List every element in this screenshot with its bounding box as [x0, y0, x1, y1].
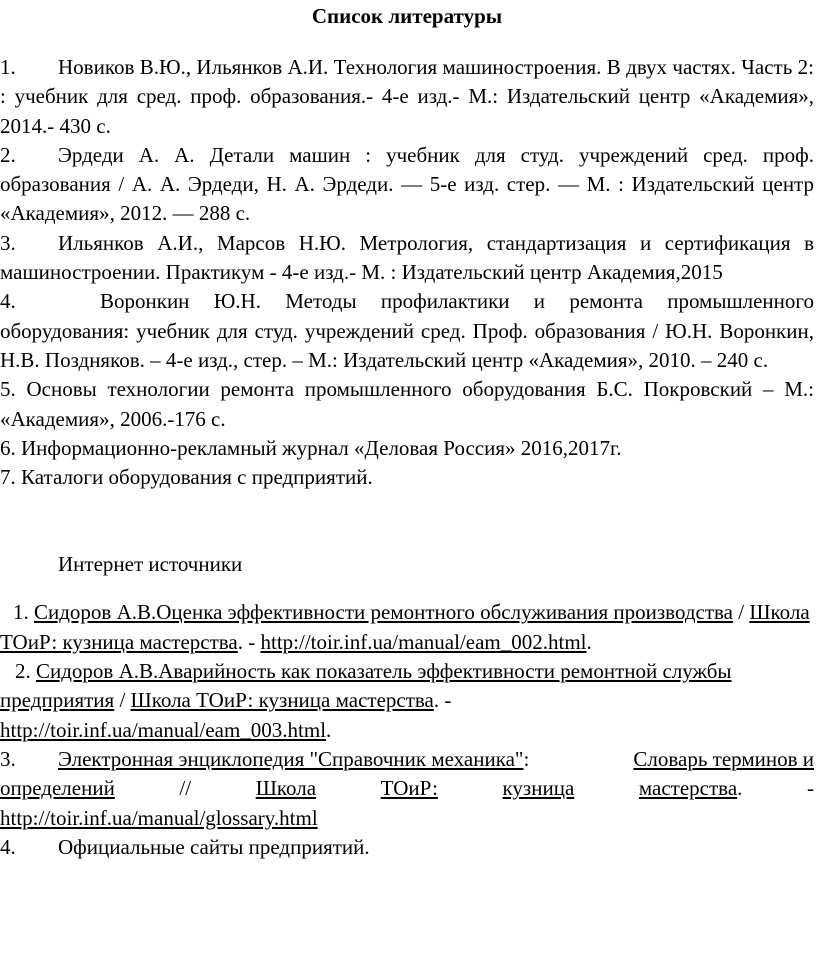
internet-link-school-word-1[interactable]: Школа — [255, 776, 317, 801]
internet-link-school-word-4[interactable]: мастерства — [638, 776, 738, 801]
internet-number: 1. — [13, 600, 29, 625]
separator: - — [807, 776, 814, 801]
reference-text: Ильянков А.И., Марсов Н.Ю. Метрология, стандартизация и сертификация в машиностроении. Практикум - 4-е изд.- М. : Издательский центр Академия,2015 — [0, 230, 814, 285]
reference-item-3 — [0, 229, 814, 288]
reference-item-7 — [0, 463, 814, 492]
separator: : — [523, 746, 530, 771]
internet-link-title[interactable]: Сидоров А.В.Аварийность как показатель эффективности ремонтной службы предприятия — [0, 659, 732, 713]
reference-number: 3. — [0, 230, 16, 255]
reference-text: Основы технологии ремонта промышленного оборудования Б.С. Покровский – М.: «Академия», 2006.-176 с. — [0, 377, 815, 431]
separator: . — [586, 629, 592, 654]
reference-text: Воронкин Ю.Н. Методы профилактики и ремонта промышленного оборудования: учебник для студ. учреждений сред. Проф. образования / Ю.Н. Воронкин, Н.В. Поздняков. – 4-е изд., стер. – М.: Издательский центр «Академия», 2010. – 240 с. — [0, 289, 814, 372]
internet-number: 2. — [15, 659, 31, 684]
separator: . — [326, 717, 332, 742]
internet-text: Официальные сайты предприятий. — [58, 834, 370, 859]
internet-link-school-word-2[interactable]: ТОиР: — [380, 776, 438, 801]
spacer — [0, 579, 814, 598]
separator: / — [114, 688, 131, 713]
internet-item-4 — [0, 833, 814, 862]
reference-text: Информационно-рекламный журнал «Деловая Россия» 2016,2017г. — [21, 435, 622, 460]
separator: / — [732, 600, 750, 625]
internet-link-title[interactable]: Электронная энциклопедия "Справочник механика" — [58, 746, 524, 771]
internet-item-3-line-1 — [0, 745, 814, 774]
reference-text: Каталоги оборудования с предприятий. — [21, 465, 373, 490]
internet-link-school[interactable]: Школа ТОиР: кузница мастерства — [130, 688, 434, 713]
reference-item-1 — [0, 53, 814, 141]
internet-link-title[interactable]: Сидоров А.В.Оценка эффективности ремонтного обслуживания производства — [34, 600, 733, 625]
internet-link-glossary[interactable]: Словарь терминов и — [633, 746, 814, 771]
reference-text: Новиков В.Ю., Ильянков А.И. Технология машиностроения. В двух частях. Часть 2: : учебник для сред. проф. образования.- 4-е изд.- М.: Издательский центр «Академия», 2014.- 430 с. — [0, 55, 814, 138]
internet-item-1 — [0, 598, 814, 657]
reference-number: 6. — [0, 435, 16, 460]
reference-number: 7. — [0, 465, 16, 490]
internet-link-glossary-cont[interactable]: определений — [0, 776, 115, 801]
internet-link-url[interactable]: http://toir.inf.ua/manual/eam_003.html — [0, 717, 327, 742]
reference-number: 2. — [0, 142, 16, 167]
internet-item-2 — [0, 657, 814, 745]
internet-sources-title: Интернет источники — [58, 552, 243, 577]
page-title: Список литературы — [311, 4, 503, 28]
separator: . - — [433, 688, 452, 713]
separator: . — [737, 776, 743, 801]
internet-number-with-tab — [0, 745, 529, 774]
reference-number: 5. — [0, 377, 16, 402]
internet-link-url[interactable]: http://toir.inf.ua/manual/glossary.html — [0, 805, 318, 830]
reference-item-6 — [0, 434, 814, 463]
reference-number: 4. — [0, 289, 16, 314]
reference-text: Эрдеди А. А. Детали машин : учебник для студ. учреждений сред. проф. образования / А. А. Эрдеди, Н. А. Эрдеди. — 5-е изд. стер. — М. : Издательский центр «Академия», 2012. — 288 с. — [0, 142, 814, 226]
internet-link-school-end — [639, 774, 743, 803]
spacer — [0, 492, 814, 550]
internet-number: 4. — [0, 834, 16, 859]
reference-item-2 — [0, 141, 814, 229]
internet-link-school[interactable]: Школа ТОиР: кузница мастерства — [0, 600, 810, 654]
internet-item-3-line-2 — [0, 774, 814, 803]
internet-link-url[interactable]: http://toir.inf.ua/manual/eam_002.html — [260, 629, 587, 654]
internet-number: 3. — [0, 746, 16, 771]
spacer — [0, 33, 814, 53]
separator: . - — [237, 629, 261, 654]
internet-item-3-line-3 — [0, 804, 814, 833]
reference-item-4 — [0, 287, 814, 375]
reference-number: 1. — [0, 55, 16, 79]
separator: // — [179, 776, 192, 801]
internet-link-school-word-3[interactable]: кузница — [502, 776, 575, 801]
reference-item-5 — [0, 375, 814, 434]
